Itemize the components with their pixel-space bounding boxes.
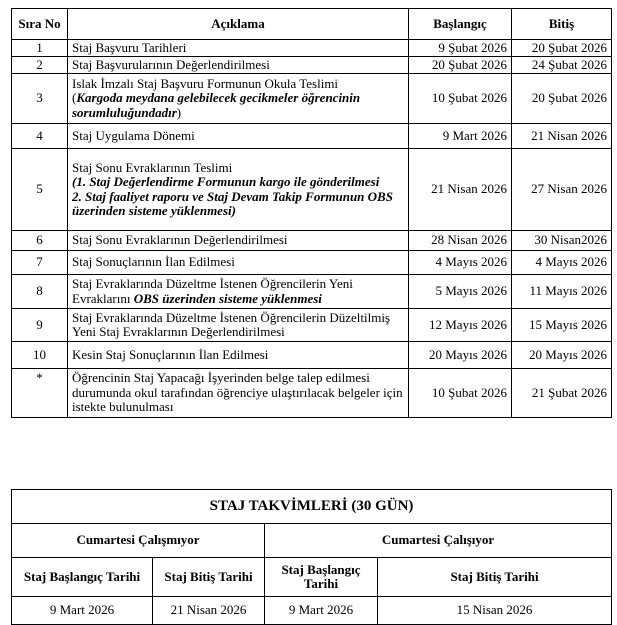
row-description: Kesin Staj Sonuçlarının İlan Edilmesi: [68, 342, 409, 369]
row-start-date: 20 Mayıs 2026: [409, 342, 512, 369]
table-row: [12, 275, 612, 309]
header-description: Açıklama: [68, 9, 409, 40]
row-description: Staj Sonuçlarının İlan Edilmesi: [68, 251, 409, 275]
table-row: [12, 342, 612, 369]
row-description-main: Islak İmzalı Staj Başvuru Formunun Okula Teslimi: [72, 75, 339, 91]
table-row: [12, 124, 612, 149]
row-no: 8: [12, 275, 68, 309]
row-no: 6: [12, 231, 68, 251]
row-no: 7: [12, 251, 68, 275]
row-end-date: 30 Nisan2026: [512, 231, 612, 251]
start-date-header: Staj Başlangıç Tarihi: [12, 558, 153, 597]
row-no: 4: [12, 124, 68, 149]
schedule-header-row: [12, 9, 612, 40]
row-description: Staj Başvurularının Değerlendirilmesi: [68, 57, 409, 74]
row-end-date: 4 Mayıs 2026: [512, 251, 612, 275]
table-row: [12, 149, 612, 231]
table-row: [12, 309, 612, 342]
row-no: 2: [12, 57, 68, 74]
table-row: [12, 40, 612, 57]
group-saturday-on: Cumartesi Çalışıyor: [265, 524, 612, 558]
row-end-date: 24 Şubat 2026: [512, 57, 612, 74]
row-end-date: 20 Mayıs 2026: [512, 342, 612, 369]
table-row: [12, 231, 612, 251]
row-description-note: OBS üzerinden sisteme yüklenmesi: [133, 290, 322, 306]
row-description: Staj Uygulama Dönemi: [68, 124, 409, 149]
row-description: Staj Başvuru Tarihleri: [68, 40, 409, 57]
internship-calendar-table: [11, 489, 612, 625]
row-start-date: 9 Şubat 2026: [409, 40, 512, 57]
row-start-date: 20 Şubat 2026: [409, 57, 512, 74]
row-end-date: 11 Mayıs 2026: [512, 275, 612, 309]
header-no: Sıra No: [12, 9, 68, 40]
row-start-date: 10 Şubat 2026: [409, 369, 512, 418]
row-no: 10: [12, 342, 68, 369]
row-description-main: Staj Sonu Evraklarının Teslimi: [72, 159, 233, 175]
end-date-header: Staj Bitiş Tarihi: [153, 558, 265, 597]
calendar-title: STAJ TAKVİMLERİ (30 GÜN): [12, 490, 612, 524]
row-description-main: Staj Evraklarında Düzeltme İstenen Öğrencilerin Yeni Evraklarını: [72, 276, 353, 306]
paren-close: ): [176, 104, 182, 120]
row-start-date: 5 Mayıs 2026: [409, 275, 512, 309]
end-date-value: 15 Nisan 2026: [378, 597, 612, 625]
row-start-date: 21 Nisan 2026: [409, 149, 512, 231]
row-no: *: [12, 369, 68, 418]
row-end-date: 21 Nisan 2026: [512, 124, 612, 149]
row-no: 5: [12, 149, 68, 231]
row-end-date: 15 Mayıs 2026: [512, 309, 612, 342]
schedule-table: [11, 8, 612, 418]
row-end-date: 20 Şubat 2026: [512, 74, 612, 124]
paren-open: (: [72, 90, 77, 106]
group-saturday-off: Cumartesi Çalışmıyor: [12, 524, 265, 558]
row-description: [68, 74, 409, 124]
header-end: Bitiş: [512, 9, 612, 40]
row-start-date: 9 Mart 2026: [409, 124, 512, 149]
calendar-subheader-row: [12, 558, 612, 597]
end-date-header: Staj Bitiş Tarihi: [378, 558, 612, 597]
start-date-header: Staj Başlangıç Tarihi: [265, 558, 378, 597]
calendar-group-row: [12, 524, 612, 558]
row-end-date: 21 Şubat 2026: [512, 369, 612, 418]
row-start-date: 10 Şubat 2026: [409, 74, 512, 124]
row-no: 9: [12, 309, 68, 342]
row-start-date: 28 Nisan 2026: [409, 231, 512, 251]
row-description: [68, 149, 409, 231]
row-description: Staj Sonu Evraklarının Değerlendirilmesi: [68, 231, 409, 251]
row-description: Staj Evraklarında Düzeltme İstenen Öğrencilerin Düzeltilmiş Yeni Staj Evraklarının Değerlendirilmesi: [68, 309, 409, 342]
row-end-date: 27 Nisan 2026: [512, 149, 612, 231]
row-description-note-2: 2. Staj faaliyet raporu ve Staj Devam Takip Formunun OBS üzerinden sisteme yüklenmesi): [72, 188, 393, 218]
start-date-value: 9 Mart 2026: [12, 597, 153, 625]
row-no: 3: [12, 74, 68, 124]
row-start-date: 4 Mayıs 2026: [409, 251, 512, 275]
calendar-value-row: [12, 597, 612, 625]
row-no: 1: [12, 40, 68, 57]
end-date-value: 21 Nisan 2026: [153, 597, 265, 625]
table-row: [12, 57, 612, 74]
calendar-title-row: [12, 490, 612, 524]
row-description-note: Kargoda meydana gelebilecek gecikmeler öğrencinin sorumluluğundadır: [72, 90, 361, 120]
row-start-date: 12 Mayıs 2026: [409, 309, 512, 342]
row-description-note-1: (1. Staj Değerlendirme Formunun kargo ile gönderilmesi: [72, 174, 380, 189]
header-start: Başlangıç: [409, 9, 512, 40]
table-row: [12, 369, 612, 418]
table-row: [12, 74, 612, 124]
table-row: [12, 251, 612, 275]
row-end-date: 20 Şubat 2026: [512, 40, 612, 57]
row-description: Öğrencinin Staj Yapacağı İşyerinden belge talep edilmesi durumunda okul tarafından öğrenciye ulaştırılacak belgeler için istekte bulunulması: [68, 369, 409, 418]
start-date-value: 9 Mart 2026: [265, 597, 378, 625]
row-description: [68, 275, 409, 309]
